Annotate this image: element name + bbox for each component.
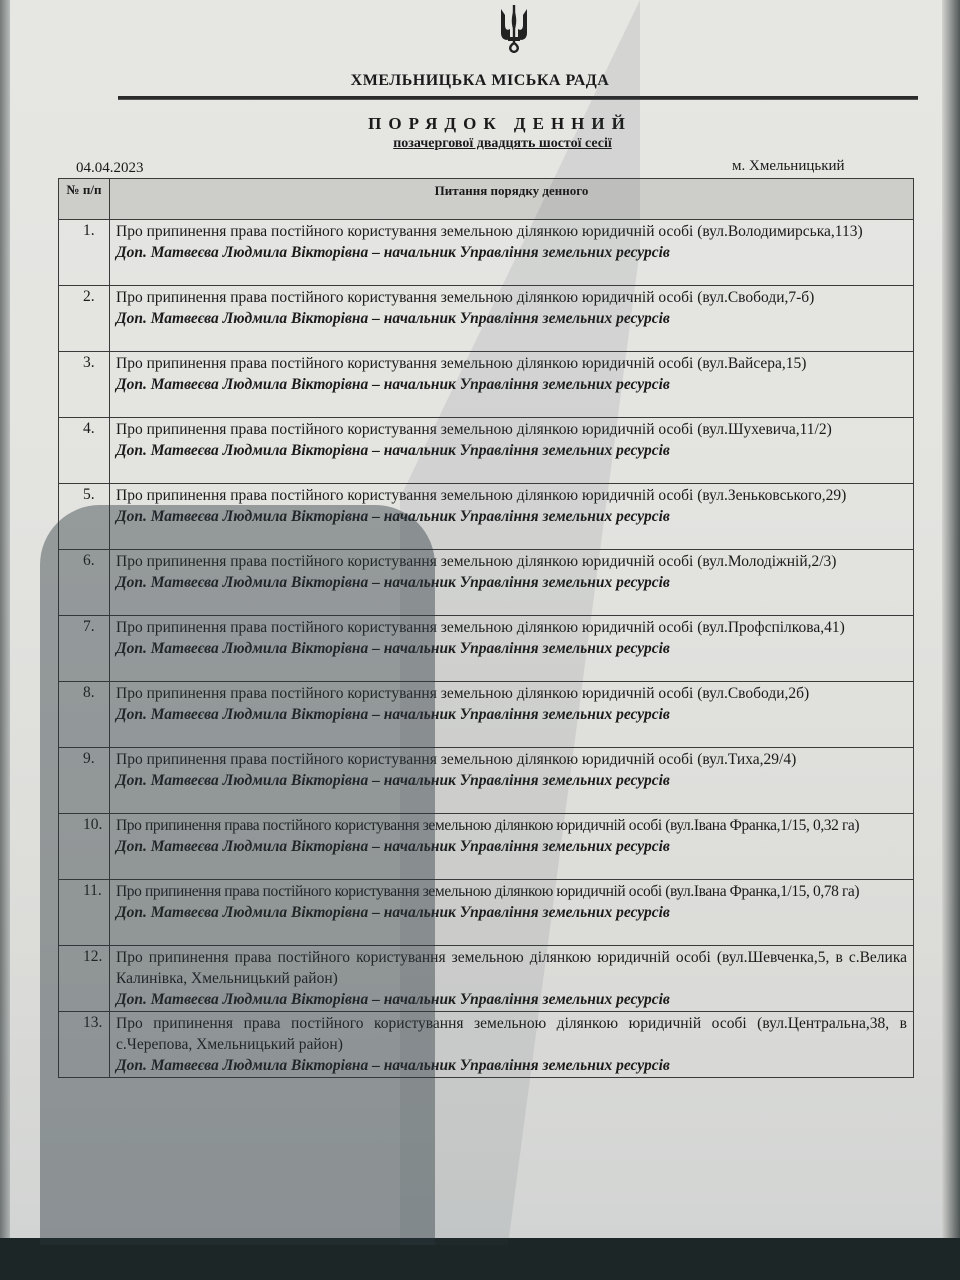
agenda-item bbox=[110, 550, 914, 616]
row-number: 5. bbox=[59, 484, 110, 550]
agenda-item bbox=[110, 1012, 914, 1078]
header-divider bbox=[118, 96, 918, 100]
agenda-item-speaker: Доп. Матвеєва Людмила Вікторівна – начальник Управління земельних ресурсів bbox=[116, 310, 670, 327]
table-row bbox=[59, 352, 914, 418]
agenda-item-text: Про припинення права постійного користування земельною ділянкою юридичній особі (вул.Івана Франка,1/15, 0,78 га) bbox=[116, 883, 860, 900]
agenda-item-text: Про припинення права постійного користування земельною ділянкою юридичній особі (вул.Свободи,7-б) bbox=[116, 289, 815, 306]
table-row bbox=[59, 286, 914, 352]
agenda-item-text: Про припинення права постійного користування земельною ділянкою юридичній особі (вул.Молодіжній,2/3) bbox=[116, 553, 837, 570]
agenda-item-text: Про припинення права постійного користування земельною ділянкою юридичній особі (вул.Вайсера,15) bbox=[116, 355, 807, 372]
agenda-item bbox=[110, 682, 914, 748]
row-number: 13. bbox=[59, 1012, 110, 1078]
agenda-item-speaker: Доп. Матвеєва Людмила Вікторівна – начальник Управління земельних ресурсів bbox=[116, 991, 670, 1008]
trident-emblem-icon bbox=[497, 3, 531, 53]
agenda-item-speaker: Доп. Матвеєва Людмила Вікторівна – начальник Управління земельних ресурсів bbox=[116, 244, 670, 261]
agenda-item-speaker: Доп. Матвеєва Людмила Вікторівна – начальник Управління земельних ресурсів bbox=[116, 442, 670, 459]
table-row bbox=[59, 880, 914, 946]
agenda-item bbox=[110, 616, 914, 682]
agenda-item-text: Про припинення права постійного користування земельною ділянкою юридичній особі (вул.Профспілкова,41) bbox=[116, 619, 845, 636]
agenda-item-speaker: Доп. Матвеєва Людмила Вікторівна – начальник Управління земельних ресурсів bbox=[116, 904, 670, 921]
agenda-item bbox=[110, 286, 914, 352]
agenda-item bbox=[110, 748, 914, 814]
row-number: 6. bbox=[59, 550, 110, 616]
table-row bbox=[59, 616, 914, 682]
agenda-item bbox=[110, 484, 914, 550]
row-number: 12. bbox=[59, 946, 110, 1012]
table-header-row bbox=[59, 179, 914, 220]
row-number: 3. bbox=[59, 352, 110, 418]
agenda-item-text: Про припинення права постійного користування земельною ділянкою юридичній особі (вул.Тиха,29/4) bbox=[116, 751, 797, 768]
agenda-item-speaker: Доп. Матвеєва Людмила Вікторівна – начальник Управління земельних ресурсів bbox=[116, 508, 670, 525]
agenda-item-speaker: Доп. Матвеєва Людмила Вікторівна – начальник Управління земельних ресурсів bbox=[116, 1057, 670, 1074]
table-row bbox=[59, 550, 914, 616]
table-row bbox=[59, 484, 914, 550]
column-header-number: № п/п bbox=[59, 179, 110, 220]
column-header-question: Питання порядку денного bbox=[110, 179, 914, 220]
table-row bbox=[59, 682, 914, 748]
row-number: 9. bbox=[59, 748, 110, 814]
table-row bbox=[59, 220, 914, 286]
table-row bbox=[59, 946, 914, 1012]
row-number: 4. bbox=[59, 418, 110, 484]
agenda-item-text: Про припинення права постійного користування земельною ділянкою юридичній особі (вул.Володимирська,113) bbox=[116, 223, 863, 240]
agenda-item-text: Про припинення права постійного користування земельною ділянкою юридичній особі (вул.Зеньковського,29) bbox=[116, 487, 847, 504]
agenda-item bbox=[110, 418, 914, 484]
row-number: 8. bbox=[59, 682, 110, 748]
table-row bbox=[59, 748, 914, 814]
agenda-item bbox=[110, 352, 914, 418]
row-number: 1. bbox=[59, 220, 110, 286]
agenda-item-speaker: Доп. Матвеєва Людмила Вікторівна – начальник Управління земельних ресурсів bbox=[116, 838, 670, 855]
agenda-item-text: Про припинення права постійного користування земельною ділянкою юридичній особі (вул.Свободи,2б) bbox=[116, 685, 810, 702]
paper-edge-right bbox=[942, 0, 960, 1245]
row-number: 11. bbox=[59, 880, 110, 946]
document-subtitle: позачергової двадцять шостої сесії bbox=[393, 136, 612, 151]
table-row bbox=[59, 1012, 914, 1078]
agenda-item-speaker: Доп. Матвеєва Людмила Вікторівна – начальник Управління земельних ресурсів bbox=[116, 574, 670, 591]
agenda-item-speaker: Доп. Матвеєва Людмила Вікторівна – начальник Управління земельних ресурсів bbox=[116, 640, 670, 657]
agenda-item-speaker: Доп. Матвеєва Людмила Вікторівна – начальник Управління земельних ресурсів bbox=[116, 706, 670, 723]
background-surface bbox=[0, 1238, 960, 1280]
agenda-item-text: Про припинення права постійного користування земельною ділянкою юридичній особі (вул.Івана Франка,1/15, 0,32 га) bbox=[116, 817, 860, 834]
table-row bbox=[59, 418, 914, 484]
row-number: 2. bbox=[59, 286, 110, 352]
agenda-item bbox=[110, 814, 914, 880]
row-number: 10. bbox=[59, 814, 110, 880]
agenda-item-speaker: Доп. Матвеєва Людмила Вікторівна – начальник Управління земельних ресурсів bbox=[116, 376, 670, 393]
agenda-item bbox=[110, 220, 914, 286]
council-name: ХМЕЛЬНИЦЬКА МІСЬКА РАДА bbox=[350, 72, 610, 89]
agenda-item-text: Про припинення права постійного користування земельною ділянкою юридичній особі (вул.Шевченка,5, в с.Велика Калинівка, Хмельницький район) bbox=[116, 949, 907, 987]
agenda-item-text: Про припинення права постійного користування земельною ділянкою юридичній особі (вул.Центральна,38, в с.Черепова, Хмельницький район) bbox=[116, 1015, 907, 1053]
agenda-table bbox=[58, 178, 914, 1078]
row-number: 7. bbox=[59, 616, 110, 682]
paper-edge-left bbox=[0, 0, 10, 1245]
agenda-item-text: Про припинення права постійного користування земельною ділянкою юридичній особі (вул.Шухевича,11/2) bbox=[116, 421, 832, 438]
document-city: м. Хмельницький bbox=[732, 158, 845, 174]
agenda-item bbox=[110, 880, 914, 946]
document-date: 04.04.2023 bbox=[76, 160, 144, 176]
table-row bbox=[59, 814, 914, 880]
agenda-item-speaker: Доп. Матвеєва Людмила Вікторівна – начальник Управління земельних ресурсів bbox=[116, 772, 670, 789]
agenda-item bbox=[110, 946, 914, 1012]
document-title: ПОРЯДОК ДЕННИЙ bbox=[368, 114, 632, 133]
